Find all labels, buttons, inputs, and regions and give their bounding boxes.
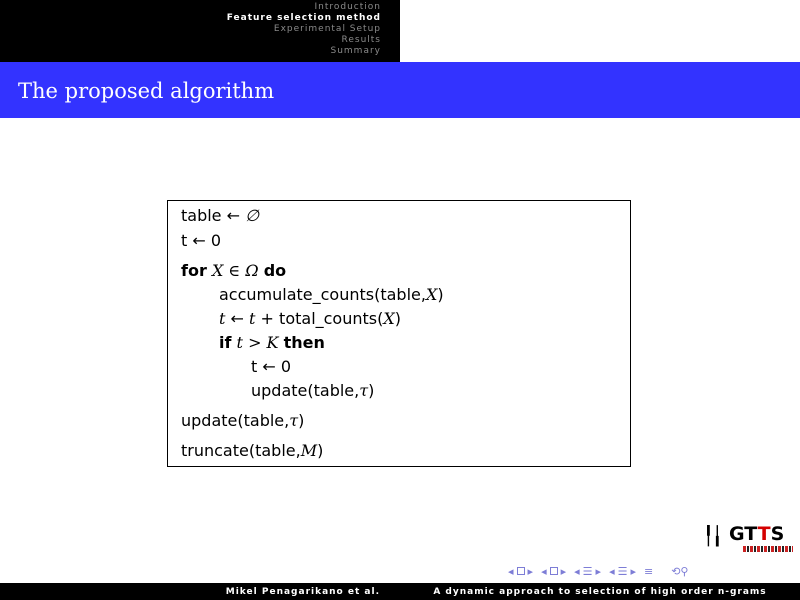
algorithm-line-8 xyxy=(251,381,374,401)
subsection-nav xyxy=(541,565,566,578)
frame-title: The proposed algorithm xyxy=(18,79,275,103)
headline-right xyxy=(400,0,800,62)
algorithm-text: ) xyxy=(368,381,375,400)
prev-document-icon[interactable]: ◂ xyxy=(609,564,615,578)
algorithm-line-2 xyxy=(181,231,221,251)
algorithm-line-5 xyxy=(219,309,401,329)
algorithm-text: t ← 0 xyxy=(181,231,222,250)
algorithm-text: update(table, xyxy=(181,411,290,430)
section-link-introduction[interactable]: Introduction xyxy=(314,2,381,12)
gtts-logo xyxy=(703,521,795,561)
section-link-summary[interactable]: Summary xyxy=(330,46,381,56)
algorithm-text: update(table, xyxy=(251,381,360,400)
next-frame-icon[interactable]: ▸ xyxy=(527,564,534,578)
search-icon[interactable]: ⟲⚲ xyxy=(671,564,689,578)
algorithm-text: accumulate_counts(table, xyxy=(219,285,426,304)
keyword-do: do xyxy=(263,261,287,280)
algorithm-line-7 xyxy=(251,357,291,377)
section-link-feature-selection[interactable]: Feature selection method xyxy=(226,13,381,23)
algorithm-math: M xyxy=(300,441,318,460)
algorithm-math: X ∈ Ω xyxy=(211,261,259,280)
document-icon[interactable]: ☰ xyxy=(617,564,628,578)
algorithm-math: τ xyxy=(289,411,299,430)
frame-nav xyxy=(508,565,533,578)
algorithm-math: ∅ xyxy=(245,206,260,225)
algorithm-math: t > K xyxy=(236,333,279,352)
subsection-icon[interactable] xyxy=(550,567,558,575)
talk-title: A dynamic approach to selection of high order n-grams xyxy=(433,586,767,597)
navigation-symbols xyxy=(508,563,689,579)
algorithm-text: ) xyxy=(394,309,401,328)
algorithm-line-10 xyxy=(181,441,323,461)
algorithm-text: ) xyxy=(437,285,444,304)
next-section-icon[interactable]: ▸ xyxy=(595,564,602,578)
next-subsection-icon[interactable]: ▸ xyxy=(560,564,567,578)
algorithm-text: ← xyxy=(230,309,244,328)
algorithm-math: t xyxy=(249,309,256,328)
keyword-for: for xyxy=(181,261,207,280)
section-link-results[interactable]: Results xyxy=(341,35,381,45)
algorithm-text: ) xyxy=(298,411,305,430)
algorithm-text: table ← xyxy=(181,206,246,225)
algorithm-text: ) xyxy=(317,441,324,460)
keyword-if: if xyxy=(219,333,232,352)
footline-title xyxy=(400,583,800,600)
next-document-icon[interactable]: ▸ xyxy=(630,564,636,578)
prev-frame-icon[interactable]: ◂ xyxy=(508,564,514,578)
prev-section-icon[interactable]: ◂ xyxy=(574,564,580,578)
logo-name: GTTS xyxy=(729,523,785,545)
section-navigation xyxy=(0,0,381,64)
footline-author xyxy=(0,583,400,600)
keyword-then: then xyxy=(283,333,325,352)
algorithm-line-9 xyxy=(181,411,304,431)
algorithm-math: X xyxy=(383,309,395,328)
algorithm-text: truncate(table, xyxy=(181,441,301,460)
section-icon[interactable]: ☰ xyxy=(582,564,593,578)
align-icon[interactable]: ≡ xyxy=(644,564,654,578)
algorithm-math: τ xyxy=(359,381,369,400)
algorithm-text: t ← 0 xyxy=(251,357,292,376)
algorithm-math: X xyxy=(425,285,438,304)
author-name: Mikel Penagarikano et al. xyxy=(225,586,380,597)
frame-icon[interactable] xyxy=(517,567,525,575)
prev-subsection-icon[interactable]: ◂ xyxy=(541,564,547,578)
algorithm-math: t xyxy=(219,309,226,328)
algorithm-line-4 xyxy=(219,285,444,305)
document-nav xyxy=(609,565,636,578)
algorithm-line-3 xyxy=(181,261,286,281)
algorithm-text: + total_counts( xyxy=(255,309,384,328)
section-link-experimental-setup[interactable]: Experimental Setup xyxy=(273,24,381,34)
algorithm-line-1 xyxy=(181,206,259,226)
waveform-icon: ╿╽ xyxy=(703,526,721,547)
logo-tagline-graphic xyxy=(743,546,793,552)
section-nav xyxy=(574,565,601,578)
algorithm-line-6 xyxy=(219,333,325,353)
